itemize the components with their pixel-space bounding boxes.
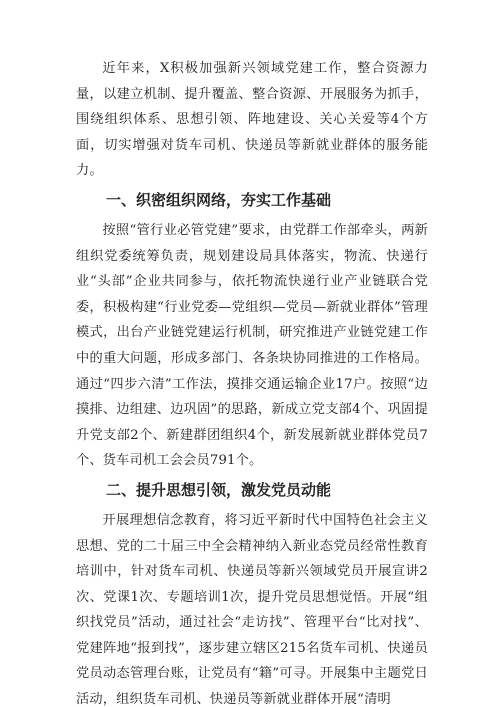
intro-paragraph: 近年来，X积极加强新兴领域党建工作，整合资源力量，以建立机制、提升覆盖、整合资源、开展服务为抓手，围绕组织体系、思想引领、阵地建设、关心关爱等4个方面，切实增强对货车司机、快递员等新就业群体的服务能力。	[76, 61, 428, 179]
section-1-paragraph: 按照“管行业必管党建”要求，由党群工作部牵头，两新组织党委统筹负责，规划建设局具体落实，物流、快递行业“头部”企业共同参与，依托物流快递行业产业链联合党委，积极构建“行业党委—党组织—党员—新就业群体”管理模式，出台产业链党建运行机制，研究推进产业链党建工作中的重大问题，形成多部门、各条块协同推进的工作格局。通过“四步六清”工作法，摸排交通运输企业17户。按照“边摸排、边组建、边巩固”的思路，新成立党支部4个、巩固提升党支部2个、新建群团组织4个，新发展新就业群体党员7个、货车司机工会会员791个。	[76, 222, 428, 469]
section-heading-1: 一、织密组织网络，夯实工作基础	[106, 190, 332, 209]
section-2-paragraph: 开展理想信念教育，将习近平新时代中国特色社会主义思想、党的二十届三中全会精神纳入新业态党员经常性教育培训中，针对货车司机、快递员等新兴领域党员开展宣讲2次、党课1次、专题培训1次，提升党员思想觉悟。开展“组织找党员”活动，通过社会“走访找”、管理平台“比对找”、党建阵地“报到找”，逐步建立辖区215名货车司机、快递员党员动态管理台账，让党员有“籍”可寻。开展集中主题党日活动，组织货车司机、快递员等新就业群体开展“清明	[76, 512, 428, 707]
section-heading-2: 二、提升思想引领，激发党员动能	[106, 480, 332, 499]
